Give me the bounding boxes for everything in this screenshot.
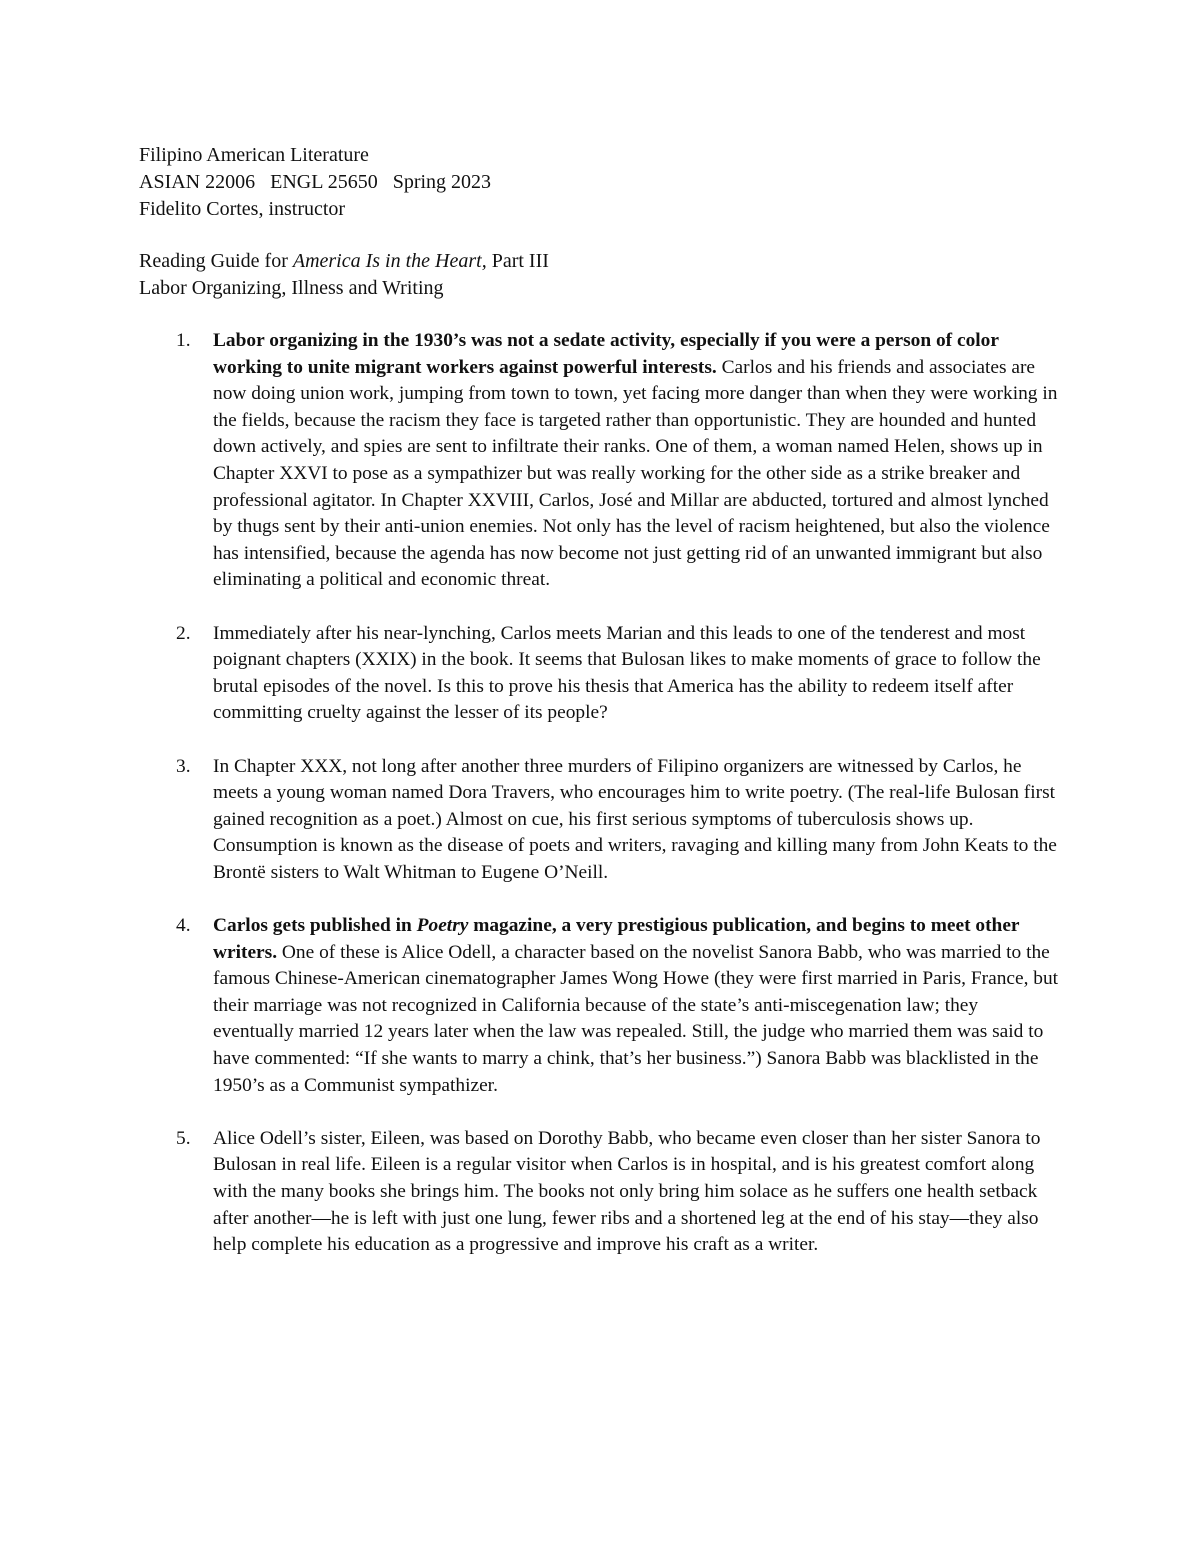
item-lead-end: magazine, a very prestigious publication, and begins to meet other writers. (213, 915, 1020, 963)
item-body: One of these is Alice Odell, a character based on the novelist Sanora Babb, who was married to the famous Chinese-American cinematographer James Wong Howe (they were first married in Paris, France, but their marriage was not recognized in California because of the state’s anti-miscegenation law; they eventually married 12 years later when the law was repealed. Still, the judge who married them was said to have commented: “If she wants to marry a chink, that’s her business.”) Sanora Babb was blacklisted in the 1950’s as a Communist sympathizer. (213, 941, 1059, 1096)
course-title: Filipino American Literature (139, 144, 369, 166)
course-codes: ASIAN 22006 ENGL 25650 Spring 2023 (139, 171, 492, 193)
guide-subtitle: Labor Organizing, Illness and Writing (139, 277, 444, 299)
item-body: Carlos and his friends and associates are now doing union work, jumping from town to town, yet facing more danger than when they were working in the fields, because the racism they face is targeted rather than opportunistic. They are hounded and hunted down actively, and spies are sent to infiltrate their ranks. One of them, a woman named Helen, shows up in Chapter XXVI to pose as a sympathizer but was really working for the other side as a strike breaker and professional agitator. In Chapter XXVIII, Carlos, José and Millar are abducted, tortured and almost lynched by thugs sent by their anti-union enemies. Not only has the level of racism heightened, but also the violence has intensified, because the agenda has now become not just getting rid of an unwanted immigrant but also eliminating a political and economic threat. (213, 356, 1058, 591)
item-number: 3. (176, 755, 191, 777)
item-number: 4. (176, 915, 191, 937)
instructor-line: Fidelito Cortes, instructor (139, 198, 346, 220)
item-number: 1. (176, 330, 191, 351)
magazine-title: Poetry (416, 915, 469, 937)
item-body: Immediately after his near-lynching, Carlos meets Marian and this leads to one of the tenderest and most poignant chapters (XXIX) in the book. It seems that Bulosan likes to make moments of grace to follow the brutal episodes of the novel. Is this to prove his thesis that America has the ability to redeem itself after committing cruelty against the lesser of its people? (213, 622, 1041, 724)
reading-guide-heading (139, 248, 1039, 302)
list-item (0, 754, 1063, 887)
guide-title (139, 248, 1039, 275)
item-number: 5. (176, 1127, 191, 1149)
list-item (0, 1126, 1063, 1259)
guide-title-suffix: Part III (486, 250, 549, 272)
question-list (0, 328, 1200, 1285)
item-lead: Labor organizing in the 1930’s was not a sedate activity, especially if you were a person of color working to unite migrant workers against powerful interests. (213, 330, 999, 378)
list-item (0, 328, 1063, 594)
item-body: Alice Odell’s sister, Eileen, was based on Dorothy Babb, who became even closer than her sister Sanora to Bulosan in real life. Eileen is a regular visitor when Carlos is in hospital, and is his greatest comfort along with the many books she brings him. The books not only bring him solace as he suffers one health setback after another—he is left with just one lung, fewer ribs and a shortened leg at the end of his stay—they also help complete his education as a progressive and improve his craft as a writer. (213, 1127, 1041, 1256)
item-lead-start: Carlos gets published in (213, 915, 417, 937)
list-item (0, 621, 1063, 727)
item-number: 2. (176, 622, 191, 644)
course-header (139, 142, 1039, 223)
item-body: In Chapter XXX, not long after another three murders of Filipino organizers are witnessed by Carlos, he meets a young woman named Dora Travers, who encourages him to write poetry. (The real-life Bulosan first gained recognition as a poet.) Almost on cue, his first serious symptoms of tuberculosis shows up. Consumption is known as the disease of poets and writers, ravaging and killing many from John Keats to the Brontë sisters to Walt Whitman to Eugene O’Neill. (213, 755, 1057, 883)
book-title: America Is in the Heart, (292, 250, 487, 272)
list-item (0, 913, 1063, 1099)
guide-title-prefix: Reading Guide for (139, 250, 293, 272)
